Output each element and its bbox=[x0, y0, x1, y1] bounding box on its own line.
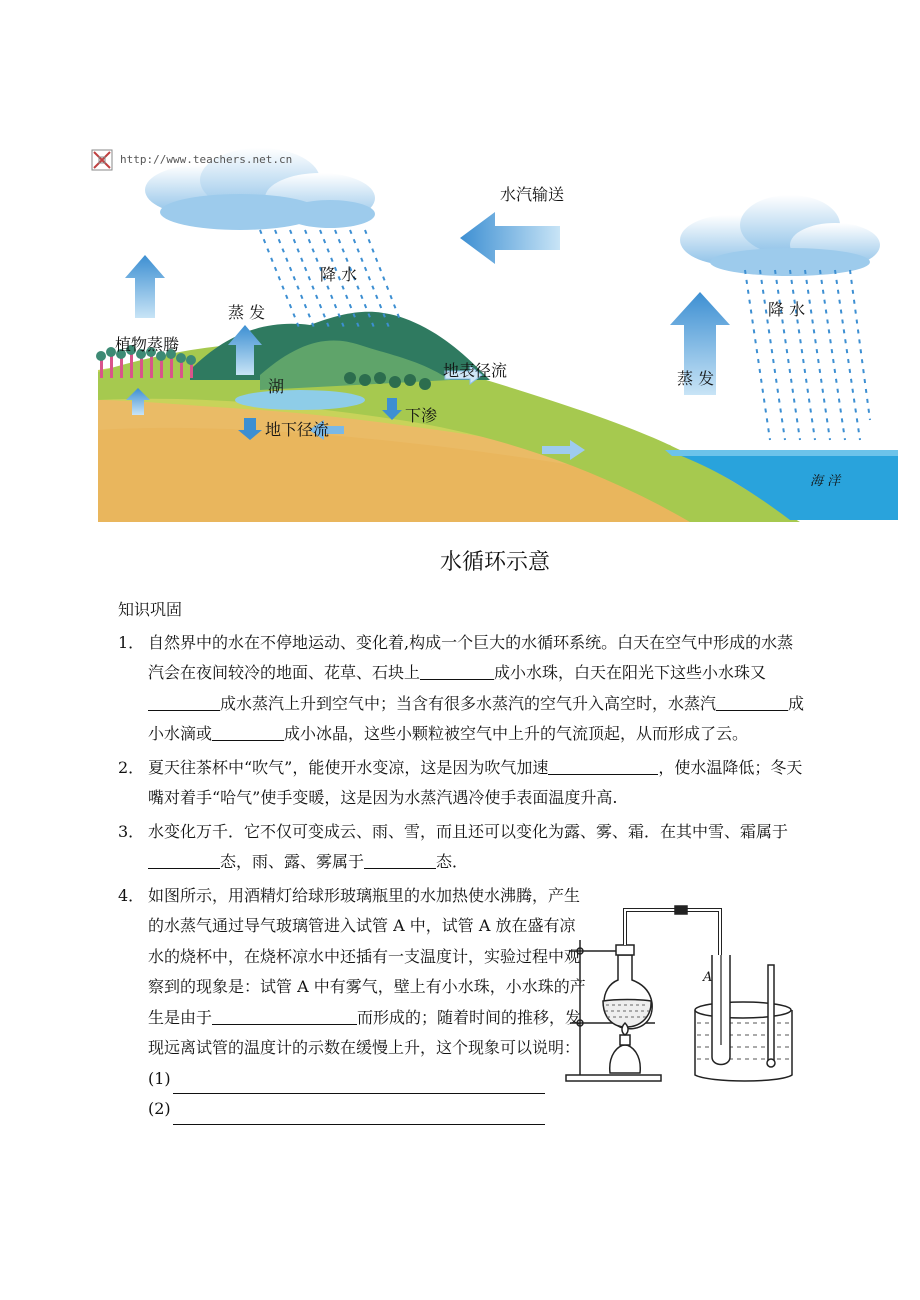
answer-blank[interactable] bbox=[716, 692, 788, 711]
label-transpiration: 植物蒸腾 bbox=[115, 335, 180, 354]
question-text: ，使水温降低；冬天嘴对着手“哈气”使手变暖，这是因为水蒸汽遇冷使手表面温度升高. bbox=[148, 757, 803, 807]
apparatus-diagram bbox=[560, 895, 810, 1090]
question-text: 而形成的；随着时间的推移，发现远离试管的温度计的示数在缓慢上升，这个现象可以说明： bbox=[148, 1007, 582, 1057]
transpiration-arrow bbox=[125, 255, 165, 318]
answer-blank[interactable] bbox=[212, 722, 284, 741]
label-precip-right: 降 水 bbox=[768, 300, 806, 319]
question-text: 态． bbox=[436, 852, 469, 871]
answer-blank[interactable] bbox=[173, 1102, 545, 1125]
vapor-transport-arrow bbox=[460, 212, 560, 264]
label-evaporation-left: 蒸 发 bbox=[228, 303, 266, 322]
answer-blank[interactable] bbox=[148, 850, 220, 869]
question-number: 3． bbox=[118, 821, 145, 841]
answer-blank[interactable] bbox=[364, 850, 436, 869]
answer-line-1 bbox=[148, 1064, 588, 1095]
question-4 bbox=[118, 881, 588, 1125]
answer-line-2 bbox=[148, 1094, 588, 1125]
label-groundwater: 地下径流 bbox=[265, 420, 330, 439]
answer-blank[interactable] bbox=[212, 1006, 357, 1025]
answer-blank[interactable] bbox=[173, 1071, 545, 1094]
question-2 bbox=[118, 753, 808, 814]
label-precip-left: 降 水 bbox=[320, 265, 358, 284]
water-cycle-diagram bbox=[0, 0, 920, 540]
label-ocean: 海 洋 bbox=[810, 474, 841, 489]
question-text: 成小水滴或 bbox=[148, 693, 805, 743]
diagram-caption: 水循环示意 bbox=[440, 550, 551, 575]
watermark-logo bbox=[92, 150, 112, 170]
label-vapor-transport: 水汽输送 bbox=[500, 185, 565, 204]
question-text: 成小水珠，白天在阳光下这些小水珠又 bbox=[494, 663, 767, 682]
rain-right bbox=[745, 270, 870, 440]
question-text: 成水蒸汽上升到空气中；当含有很多水蒸汽的空气升入高空时，水蒸汽 bbox=[220, 693, 717, 713]
question-number: 1． bbox=[118, 632, 145, 652]
question-text: 自然界中的水在不停地运动、变化着,构成一个巨大的水循环系统。白天在空气中形成的水蒸汽会在夜间较冷的地面、花草、石块上 bbox=[148, 632, 794, 682]
question-text: 如图所示，用酒精灯给球形玻璃瓶里的水加热使水沸腾，产生的水蒸气通过导气玻璃管进入试管 A 中，试管 A 放在盛有凉水的烧杯中，在烧杯凉水中还插有一支温度计，实验过程中观察到的现象是：试管 A 中有雾气，壁上有小水珠，小水珠的产生是由于 bbox=[148, 885, 586, 1027]
answer-blank[interactable] bbox=[420, 661, 494, 680]
label-lake: 湖 bbox=[268, 377, 285, 396]
section-title: 知识巩固 bbox=[118, 600, 183, 619]
question-1 bbox=[118, 628, 808, 750]
question-number: 2． bbox=[118, 757, 145, 777]
answer-index: (2) bbox=[148, 1099, 171, 1118]
answer-index: (1) bbox=[148, 1068, 171, 1088]
answer-blank[interactable] bbox=[548, 756, 658, 775]
question-3 bbox=[118, 817, 808, 878]
question-text: 夏天往茶杯中“吹气”，能使开水变凉，这是因为吹气加速 bbox=[148, 757, 549, 777]
question-text: 态，雨、露、雾属于 bbox=[220, 852, 365, 871]
question-text: 成小冰晶，这些小颗粒被空气中上升的气流顶起，从而形成了云。 bbox=[284, 724, 749, 743]
answer-blank[interactable] bbox=[148, 692, 220, 711]
watermark-url: http://www.teachers.net.cn bbox=[120, 153, 293, 166]
label-surface-runoff: 地表径流 bbox=[443, 361, 508, 380]
label-evaporation-right: 蒸 发 bbox=[677, 369, 715, 388]
question-number: 4． bbox=[118, 885, 145, 905]
question-text: 水变化万千．它不仅可变成云、雨、雪，而且还可以变化为露、雾、霜．在其中雪、霜属于 bbox=[148, 821, 789, 841]
lake-body bbox=[235, 390, 365, 410]
apparatus-label-a: A bbox=[703, 970, 713, 985]
label-infiltration: 下渗 bbox=[405, 406, 438, 425]
cloud-right bbox=[680, 195, 880, 276]
